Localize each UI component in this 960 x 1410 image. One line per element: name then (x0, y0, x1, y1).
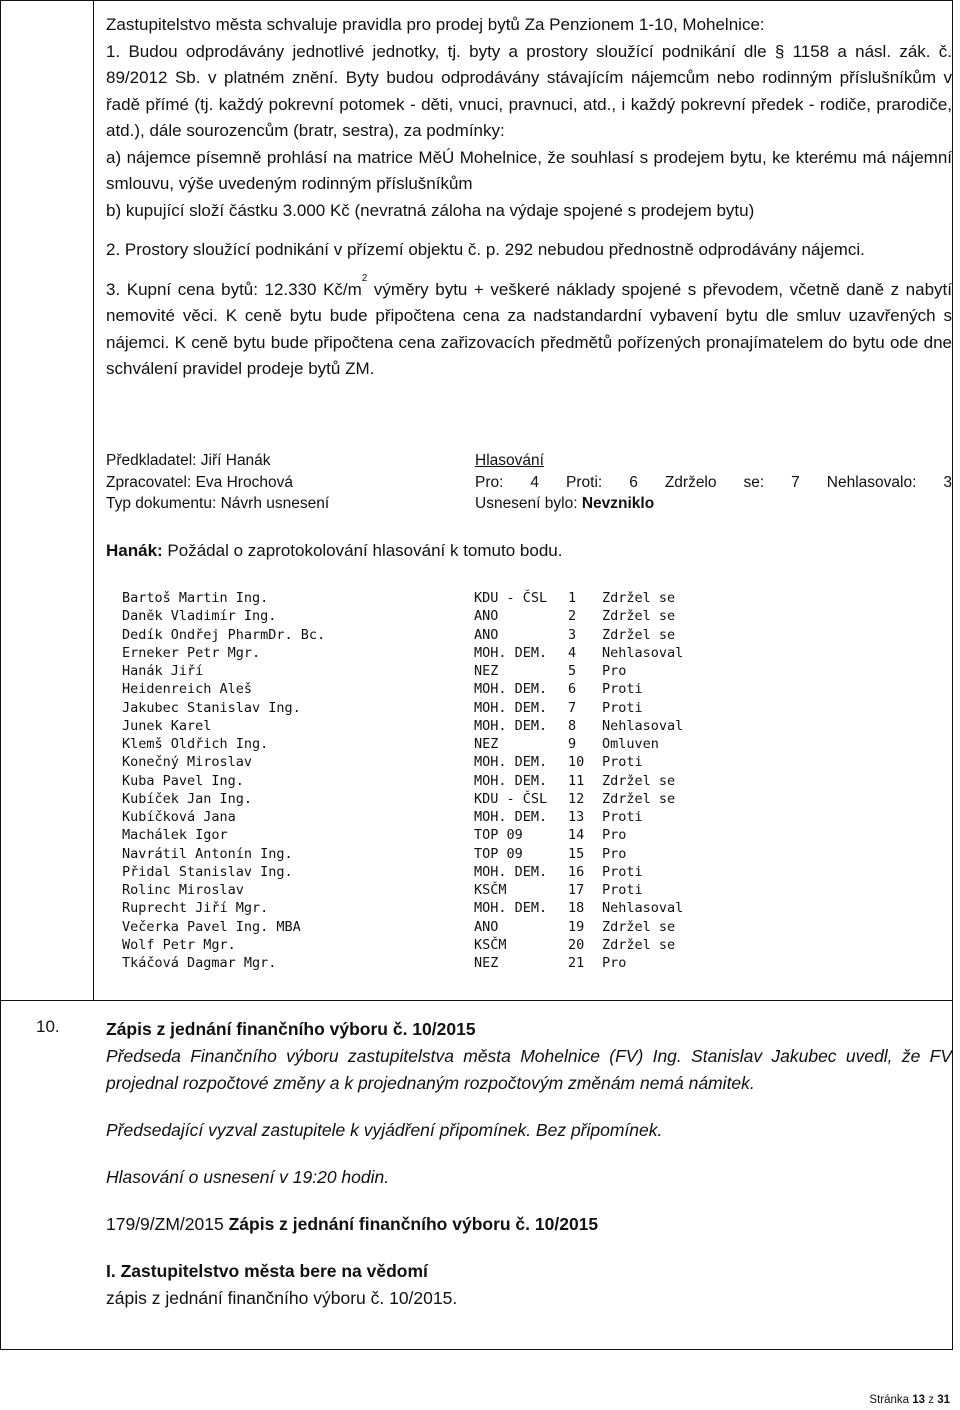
section-paragraph-3: Hlasování o usnesení v 19:20 hodin. (106, 1167, 390, 1187)
superscript: 2 (361, 272, 368, 284)
proposer: Předkladatel: Jiří Hanák (106, 452, 271, 469)
member-vote: Zdržel se (602, 790, 676, 807)
member-vote: Pro (602, 845, 627, 862)
member-row (122, 589, 722, 607)
member-vote: Nehlasoval (602, 717, 684, 734)
member-party: MOH. DEM. (474, 772, 548, 789)
member-name: Rolinc Miroslav (122, 882, 244, 898)
result-value: Nevzniklo (581, 495, 655, 512)
member-row (122, 918, 722, 936)
member-vote: Proti (602, 754, 643, 771)
member-row (122, 790, 722, 808)
member-number: 2 (568, 608, 577, 625)
section-paragraph-2: Předsedající vyzval zastupitele k vyjádření připomínek. Bez připomínek. (106, 1120, 663, 1140)
member-number: 19 (568, 918, 585, 935)
member-number: 1 (568, 590, 577, 606)
member-party: TOP 09 (474, 827, 523, 844)
member-name: Daněk Vladimír Ing. (122, 608, 277, 625)
member-party: MOH. DEM. (474, 809, 548, 825)
member-row (122, 699, 722, 717)
member-row (122, 772, 722, 790)
member-number: 6 (568, 681, 577, 698)
member-row (122, 826, 722, 844)
member-vote: Zdržel se (602, 918, 676, 935)
member-name: Bartoš Martin Ing. (122, 590, 269, 606)
processor: Zpracovatel: Eva Hrochová (106, 473, 293, 491)
roll-call-list (122, 589, 722, 972)
member-vote: Proti (602, 882, 643, 898)
member-name: Junek Karel (122, 717, 212, 734)
member-row (122, 753, 722, 771)
member-row (122, 644, 722, 662)
resolution-intro: Zastupitelstvo města schvaluje pravidla pro prodej bytů Za Penzionem 1-10, Mohelnice: (106, 15, 765, 34)
member-number: 3 (568, 626, 577, 643)
member-row (122, 735, 722, 753)
member-row (122, 954, 722, 972)
member-party: KSČM (474, 936, 507, 953)
document-type: Typ dokumentu: Návrh usnesení (106, 495, 330, 512)
member-vote: Zdržel se (602, 626, 676, 643)
resolution-body: zápis z jednání finančního výboru č. 10/2015. (106, 1288, 458, 1308)
member-vote: Zdržel se (602, 936, 676, 953)
result: Usnesení bylo: Nevzniklo (475, 495, 655, 512)
member-row (122, 936, 722, 954)
member-vote: Zdržel se (602, 608, 676, 625)
member-vote: Pro (602, 663, 627, 679)
vote-info (106, 450, 952, 515)
member-number: 18 (568, 900, 585, 917)
member-number: 9 (568, 736, 577, 752)
section-number: 10. (36, 1017, 60, 1036)
member-name: Konečný Miroslav (122, 754, 253, 771)
member-number: 20 (568, 936, 585, 953)
hanak-note: Hanák: Požádal o zaprotokolování hlasování k tomuto bodu. (106, 541, 563, 560)
member-number: 10 (568, 754, 585, 771)
resolution-point-3: 3. Kupní cena bytů: 12.330 $Kč/m^2$ výměry bytu + veškeré náklady spojené s převodem, včetně daně z nabytí nemovité věci. K ceně bytu bude připočtena cena za nadstandardní vybavení bytu dle smluv uzavřených s nájemci. K ceně bytu bude připočtena cena zařizovacích předmětů pořízených pronajímatelem do bytu ode dne schválení pravidel prodeje bytů ZM. (106, 272, 952, 378)
resolution-point-1a: a) nájemce písemně prohlásí na matrice MěÚ Mohelnice, že souhlasí s prodejem bytu, ke kterému má nájemní smlouvu, výše uvedeným rodinným příslušníkům (106, 147, 952, 193)
member-party: MOH. DEM. (474, 754, 548, 771)
member-number: 4 (568, 644, 577, 661)
section-title: Zápis z jednání finančního výboru č. 10/2015 (106, 1019, 476, 1039)
member-number: 8 (568, 717, 577, 734)
member-name: Večerka Pavel Ing. MBA (122, 918, 301, 935)
member-number: 15 (568, 845, 585, 862)
member-name: Erneker Petr Mgr. (122, 644, 261, 661)
member-name: Machálek Igor (122, 827, 228, 844)
member-number: 5 (568, 663, 577, 679)
member-row (122, 626, 722, 644)
member-name: Kuba Pavel Ing. (122, 772, 244, 789)
member-vote: Omluven (602, 736, 659, 752)
member-party: KDU - ČSL (474, 590, 548, 606)
member-row (122, 662, 722, 680)
member-name: Ruprecht Jiří Mgr. (122, 900, 269, 917)
member-name: Klemš Oldřich Ing. (122, 736, 269, 752)
member-name: Hanák Jiří (122, 663, 204, 679)
column-divider (93, 0, 94, 1000)
member-number: 17 (568, 882, 585, 898)
member-number: 12 (568, 790, 585, 807)
member-name: Jakubec Stanislav Ing. (122, 699, 301, 716)
member-vote: Zdržel se (602, 590, 676, 606)
member-party: MOH. DEM. (474, 717, 548, 734)
section-10 (106, 1016, 952, 1312)
member-name: Kubíčková Jana (122, 809, 236, 825)
member-vote: Zdržel se (602, 772, 676, 789)
member-party: KSČM (474, 882, 507, 898)
member-name: Heidenreich Aleš (122, 681, 253, 698)
member-party: ANO (474, 626, 499, 643)
member-number: 16 (568, 863, 585, 880)
member-vote: Pro (602, 827, 627, 844)
member-vote: Nehlasoval (602, 900, 684, 917)
member-vote: Proti (602, 809, 643, 825)
member-vote: Proti (602, 699, 643, 716)
member-row (122, 899, 722, 917)
member-party: MOH. DEM. (474, 644, 548, 661)
member-name: Navrátil Antonín Ing. (122, 845, 293, 862)
resolution-text (106, 12, 952, 383)
member-row (122, 808, 722, 826)
resolution-point-1: 1. Budou odprodávány jednotlivé jednotky, tj. byty a prostory sloužící podnikání dle § 1158 a násl. zák. č. 89/2012 Sb. v platném znění. Byty budou odprodávány stávajícím nájemcům nebo rodinným příslušníkům v řadě přímé (tj. každý pokrevní potomek - děti, vnuci, pravnuci, atd., i každý pokrevní předek - rodiče, prarodiče, atd.), dále sourozencům (bratr, sestra), za podmínky: (106, 41, 952, 140)
resolution-point-2: 2. Prostory sloužící podnikání v přízemí objektu č. p. 292 nebudou přednostně odprodávány nájemci. (106, 240, 865, 259)
member-vote: Nehlasoval (602, 644, 684, 661)
member-row (122, 881, 722, 899)
member-row (122, 845, 722, 863)
member-party: MOH. DEM. (474, 863, 548, 880)
member-vote: Proti (602, 863, 643, 880)
row-divider (0, 1000, 953, 1001)
resolution-point-1b: b) kupující složí částku 3.000 Kč (nevratná záloha na výdaje spojené s prodejem bytu) (106, 200, 755, 220)
member-party: MOH. DEM. (474, 900, 548, 917)
voting-heading: Hlasování (475, 452, 544, 469)
vote-counts: Pro: 4 Proti: 6 Zdrželo se: 7 Nehlasovalo: 3 (475, 473, 952, 491)
member-name: Kubíček Jan Ing. (122, 790, 253, 807)
member-number: 13 (568, 809, 585, 825)
member-name: Wolf Petr Mgr. (122, 936, 236, 953)
page-footer: Stránka 13 z 31 (869, 1394, 950, 1406)
resolution-point: I. Zastupitelstvo města bere na vědomí (106, 1261, 428, 1281)
member-party: NEZ (474, 736, 499, 752)
member-number: 14 (568, 827, 585, 844)
member-number: 11 (568, 772, 585, 789)
member-number: 7 (568, 699, 577, 716)
member-vote: Pro (602, 955, 627, 971)
member-name: Dedík Ondřej PharmDr. Bc. (122, 626, 326, 643)
member-party: KDU - ČSL (474, 790, 548, 807)
member-row (122, 863, 722, 881)
member-party: NEZ (474, 663, 499, 679)
member-party: ANO (474, 608, 499, 625)
member-row (122, 680, 722, 698)
section-paragraph-1: Předseda Finančního výboru zastupitelstva města Mohelnice (FV) Ing. Stanislav Jakubec uvedl, že FV projednal rozpočtové změny a k projednaným rozpočtovým změnám nemá námitek. (106, 1046, 952, 1093)
member-vote: Proti (602, 681, 643, 698)
member-party: NEZ (474, 955, 499, 971)
member-party: MOH. DEM. (474, 699, 548, 716)
member-name: Přidal Stanislav Ing. (122, 863, 293, 880)
member-party: MOH. DEM. (474, 681, 548, 698)
member-party: ANO (474, 918, 499, 935)
resolution-heading: 179/9/ZM/2015 Zápis z jednání finančního výboru č. 10/2015 (106, 1214, 599, 1234)
member-row (122, 607, 722, 625)
member-row (122, 717, 722, 735)
member-party: TOP 09 (474, 845, 523, 862)
member-number: 21 (568, 955, 585, 971)
member-name: Tkáčová Dagmar Mgr. (122, 955, 277, 971)
